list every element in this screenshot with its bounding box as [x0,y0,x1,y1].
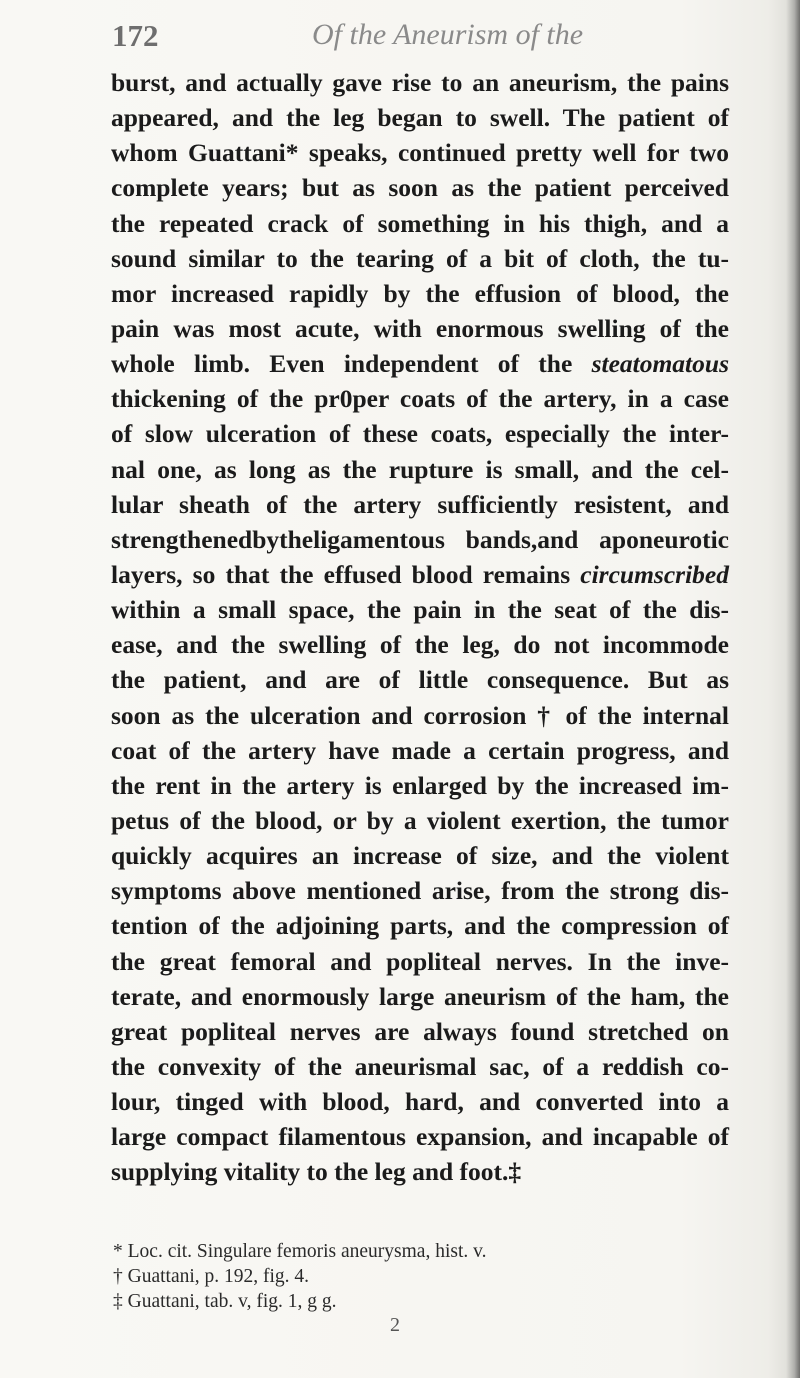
page-number: 172 [112,18,159,53]
text-line: whom Guattani* speaks, continued pretty well for two [111,138,729,168]
page-edge-shadow [786,0,800,1378]
footnote: † Guattani, p. 192, fig. 4. [113,1266,310,1287]
text-line: terate, and enormously large aneurism of the ham, the [111,981,729,1011]
text-line: great popliteal nerves are always found stretched on [111,1016,729,1046]
text-line: quickly acquires an increase of size, and the violent [111,841,729,871]
running-head [0,16,800,60]
text-line: nal one, as long as the rupture is small, and the cel- [111,454,729,484]
footnotes [113,1239,713,1314]
body-text [111,65,729,1190]
text-line: the patient, and are of little consequence. But as [111,665,729,695]
text-line: the convexity of the aneurismal sac, of a reddish co- [111,1051,729,1081]
text-line: tention of the adjoining parts, and the compression of [111,911,729,941]
italic-word: circumscribed [580,559,729,589]
text-line: of slow ulceration of these coats, especially the inter- [111,419,729,449]
text-line: the repeated crack of something in his thigh, and a [111,208,729,238]
text-line: pain was most acute, with enormous swelling of the [111,313,729,343]
text-segment: layers, so that the effused blood remains [111,559,571,589]
text-line: symptoms above mentioned arise, from the strong dis- [111,876,729,906]
text-segment: whole limb. Even independent of the [111,349,573,379]
text-line: appeared, and the leg began to swell. The patient of [111,103,729,133]
signature-mark: 2 [390,1314,400,1336]
text-line: within a small space, the pain in the seat of the dis- [111,595,729,625]
text-line [111,346,729,381]
text-line: strengthenedbytheligamentous bands,and aponeurotic [111,524,729,554]
footnote: * Loc. cit. Singulare femoris aneurysma, hist. v. [113,1241,487,1262]
text-line: coat of the artery have made a certain progress, and [111,735,729,765]
text-line: sound similar to the tearing of a bit of cloth, the tu- [111,243,729,273]
footnote: ‡ Guattani, tab. v, fig. 1, g g. [113,1291,337,1312]
text-line: mor increased rapidly by the effusion of blood, the [111,278,729,308]
italic-word: steatomatous [591,349,729,379]
text-line: the great femoral and popliteal nerves. In the inve- [111,946,729,976]
text-line: thickening of the pr0per coats of the artery, in a case [111,384,729,414]
text-line: petus of the blood, or by a violent exertion, the tumor [111,805,729,835]
text-line: soon as the ulceration and corrosion † of the internal [111,700,729,730]
text-line: complete years; but as soon as the patient perceived [111,173,729,203]
text-line: large compact filamentous expansion, and incapable of [111,1122,729,1152]
text-line: ease, and the swelling of the leg, do not incommode [111,630,729,660]
text-line: lular sheath of the artery sufficiently resistent, and [111,489,729,519]
text-line [111,557,729,592]
running-title: Of the Aneurism of the [312,18,584,51]
text-line: the rent in the artery is enlarged by the increased im- [111,770,729,800]
text-line: supplying vitality to the leg and foot.‡ [111,1157,522,1187]
text-line: lour, tinged with blood, hard, and converted into a [111,1087,729,1117]
text-line: burst, and actually gave rise to an aneurism, the pains [111,68,729,97]
